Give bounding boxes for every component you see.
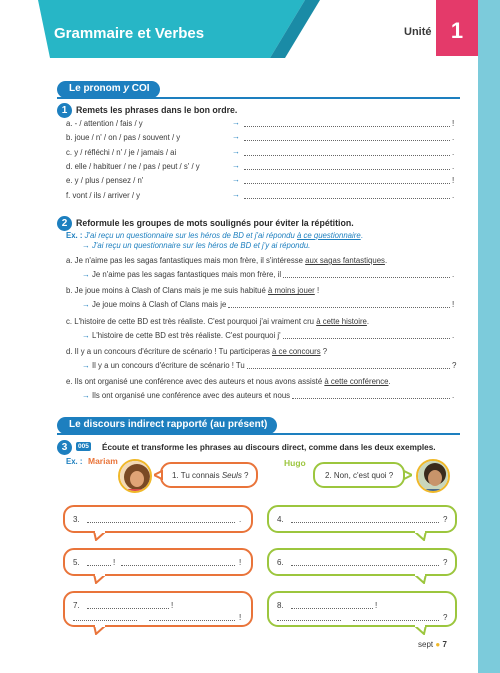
- item-punctuation: .: [388, 377, 391, 387]
- exercise-2-answer-prompt: [82, 391, 290, 400]
- unit-tab: [436, 0, 478, 56]
- answer-line[interactable]: [87, 601, 169, 609]
- bubble-tail: [93, 574, 107, 584]
- bubble-punctuation: !: [239, 558, 242, 567]
- unit-number: 1: [450, 18, 464, 43]
- answer-line[interactable]: [244, 176, 450, 184]
- underlined-phrase: à cette histoire: [316, 316, 367, 326]
- bubble-tail: [413, 574, 427, 584]
- exercise-2-answer-prompt: [82, 331, 281, 340]
- audio-track-icon[interactable]: 005: [78, 443, 89, 450]
- item-text: Il y a un concours d'écriture de scénario ! Tu participeras: [74, 346, 273, 356]
- answer-line[interactable]: [291, 515, 439, 523]
- answer-punctuation: .: [452, 133, 455, 143]
- answer-line[interactable]: [291, 558, 439, 566]
- mariam-avatar: [118, 459, 152, 493]
- bubble-number: 6.: [277, 558, 284, 567]
- answer-bubble[interactable]: [267, 548, 457, 576]
- answer-punctuation: .: [452, 270, 455, 279]
- answer-punctuation: .: [452, 330, 455, 340]
- bubble-number: 7.: [73, 601, 80, 610]
- example-bubble-hugo: [313, 462, 405, 488]
- exercise-3-badge: 3: [57, 440, 72, 455]
- exercise-2-example-line2: → J'ai reçu un questionnaire sur les héros de BD et j'y ai répondu.: [82, 241, 311, 250]
- arrow-icon: →: [232, 189, 240, 199]
- arrow-icon: →: [82, 360, 92, 370]
- answer-line[interactable]: [292, 391, 450, 399]
- answer-line[interactable]: [277, 613, 341, 621]
- bubble-number: 5.: [73, 558, 80, 567]
- exercise-2-answer-prompt: [82, 361, 245, 370]
- bubble-tail: [413, 531, 427, 541]
- answer-punctuation: .: [452, 391, 455, 401]
- arrow-icon: →: [82, 270, 92, 279]
- section-title-discours: Le discours indirect rapporté (au présent): [57, 417, 277, 434]
- answer-punctuation: .: [452, 147, 455, 157]
- exercise-2-example-line1: Ex. : J'ai reçu un questionnaire sur les héros de BD et j'ai répondu à ce questionnaire.: [66, 231, 363, 240]
- bubble-number: 8.: [277, 601, 284, 610]
- exercise-3-example-label: Ex. :: [66, 457, 83, 466]
- arrow-icon: →: [232, 118, 240, 127]
- unite-label: Unité: [404, 26, 432, 38]
- exercise-1-item: c. y / réfléchi / n' / je / jamais / ai: [66, 147, 177, 157]
- item-text: Je joue moins à Clash of Clans mais je me suis habitué: [74, 286, 268, 296]
- item-punctuation: ?: [320, 346, 328, 356]
- section-title-pronom: Le pronom y COI: [57, 81, 160, 98]
- right-color-strip: [478, 0, 500, 673]
- exercise-2-instruction: Reformule les groupes de mots soulignés pour éviter la répétition.: [76, 218, 354, 228]
- exercise-2-item: [66, 256, 387, 265]
- answer-bubble[interactable]: [63, 505, 253, 533]
- bubble-text: 2. Non, c'est quoi ?: [325, 471, 394, 480]
- bubble-text: 1. Tu connais Seuls ?: [172, 471, 249, 480]
- boy-portrait-icon: [418, 461, 450, 493]
- item-letter: b.: [66, 286, 75, 296]
- bubble-punctuation: !: [375, 601, 378, 610]
- exercise-1-item: b. joue / n' / on / pas / souvent / y: [66, 133, 181, 143]
- hugo-avatar: [416, 459, 450, 493]
- exercise-1-instruction: Remets les phrases dans le bon ordre.: [76, 105, 238, 115]
- underlined-phrase: aux sagas fantastiques: [305, 256, 385, 265]
- arrow-icon: →: [82, 300, 92, 310]
- exercise-2-item: [66, 286, 319, 295]
- answer-line[interactable]: [87, 515, 235, 523]
- item-letter: e.: [66, 377, 75, 387]
- exercise-1-item: f. vont / ils / arriver / y: [66, 190, 141, 200]
- page-word: sept: [418, 640, 434, 649]
- item-text: L'histoire de cette BD est très réaliste. C'est pourquoi j'ai vraiment cru: [74, 316, 317, 326]
- answer-line[interactable]: [283, 270, 450, 278]
- answer-line[interactable]: [283, 331, 450, 339]
- exercise-1-badge: 1: [57, 103, 72, 118]
- bubble-tail: [402, 470, 412, 480]
- example-bubble-mariam: [160, 462, 258, 488]
- item-letter: d.: [66, 346, 75, 356]
- answer-line[interactable]: [353, 613, 439, 621]
- answer-line[interactable]: [244, 191, 450, 199]
- underlined-phrase: à cette conférence: [324, 377, 389, 387]
- exercise-2-badge: 2: [57, 216, 72, 231]
- answer-prefix: Il y a un concours d'écriture de scénario ! Tu: [91, 360, 245, 370]
- item-text: Je n'aime pas les sagas fantastiques mais mon frère, il s'intéresse: [74, 256, 306, 265]
- speaker-mariam: Mariam: [88, 456, 118, 466]
- arrow-icon: →: [232, 160, 240, 170]
- exercise-1-item: a. - / attention / fais / y: [66, 119, 143, 128]
- exercise-2-item: [66, 317, 369, 326]
- bubble-tail: [413, 625, 427, 635]
- girl-portrait-icon: [120, 461, 152, 493]
- bubble-punctuation: !: [239, 613, 242, 622]
- arrow-icon: →: [82, 330, 92, 340]
- exercise-3-instruction: Écoute et transforme les phrases au discours direct, comme dans les deux exemples.: [102, 443, 436, 452]
- arrow-icon: →: [232, 132, 240, 142]
- section-divider: [57, 433, 460, 435]
- exercise-1-item: d. elle / habituer / ne / pas / peut / s' / y: [66, 161, 200, 171]
- answer-punctuation: .: [452, 190, 455, 200]
- answer-punctuation: !: [452, 119, 455, 128]
- bubble-punctuation: ?: [443, 613, 448, 622]
- arrow-icon: →: [82, 241, 92, 250]
- exercise-2-item: [66, 347, 327, 356]
- section-divider: [57, 97, 460, 99]
- example-label: Ex. :: [66, 231, 83, 240]
- answer-prefix: Ils ont organisé une conférence avec des auteurs et nous: [91, 391, 291, 401]
- bubble-punctuation: !: [171, 601, 174, 610]
- item-text: Ils ont organisé une conférence avec des auteurs et nous avons assisté: [74, 377, 325, 387]
- answer-prefix: L'histoire de cette BD est très réaliste. C'est pourquoi j': [91, 330, 281, 340]
- bubble-punctuation: .: [239, 515, 242, 524]
- bubble-tail: [154, 470, 164, 480]
- bubble-tail: [93, 625, 107, 635]
- bubble-punctuation: !: [113, 558, 116, 567]
- answer-prefix: Je joue moins à Clash of Clans mais je: [91, 300, 227, 310]
- page-footer: [418, 640, 447, 649]
- underlined-phrase: à ce concours: [272, 346, 321, 356]
- arrow-icon: →: [232, 175, 240, 185]
- bubble-number: 4.: [277, 515, 284, 524]
- bubble-punctuation: ?: [443, 558, 448, 567]
- arrow-icon: →: [232, 146, 240, 156]
- answer-line[interactable]: [149, 613, 235, 621]
- item-punctuation: .: [366, 316, 370, 326]
- answer-punctuation: !: [452, 300, 455, 310]
- answer-line[interactable]: [121, 558, 235, 566]
- item-letter: a.: [66, 256, 75, 265]
- exercise-2-answer-prompt: [82, 300, 226, 309]
- item-punctuation: .: [384, 256, 388, 265]
- answer-bubble[interactable]: [63, 591, 253, 627]
- bubble-number: 3.: [73, 515, 80, 524]
- exercise-2-answer-prompt: [82, 270, 281, 279]
- page-number: 7: [442, 640, 447, 649]
- answer-line[interactable]: [228, 300, 450, 308]
- bubble-tail: [93, 531, 107, 541]
- answer-line[interactable]: [244, 119, 450, 127]
- arrow-icon: →: [82, 391, 92, 401]
- answer-bubble[interactable]: [63, 548, 253, 576]
- answer-line[interactable]: [73, 613, 137, 621]
- star-icon: ●: [435, 640, 441, 649]
- answer-punctuation: .: [452, 161, 455, 171]
- exercise-2-item: [66, 377, 391, 386]
- page-title: Grammaire et Verbes: [54, 25, 205, 42]
- answer-line[interactable]: [244, 148, 450, 156]
- underlined-phrase: à moins jouer: [267, 286, 315, 296]
- speaker-hugo: Hugo: [284, 458, 306, 468]
- item-punctuation: !: [314, 286, 320, 296]
- bubble-punctuation: ?: [443, 515, 448, 524]
- answer-line[interactable]: [244, 162, 450, 170]
- answer-punctuation: !: [452, 176, 455, 186]
- answer-line[interactable]: [244, 133, 450, 141]
- answer-bubble[interactable]: [267, 505, 457, 533]
- answer-line[interactable]: [247, 361, 450, 369]
- item-letter: c.: [66, 316, 75, 326]
- answer-punctuation: ?: [452, 360, 457, 370]
- header-band: [0, 0, 320, 58]
- answer-line[interactable]: [87, 558, 111, 566]
- exercise-1-item: e. y / plus / pensez / n': [66, 176, 144, 186]
- answer-prefix: Je n'aime pas les sagas fantastiques mais mon frère, il: [91, 270, 282, 279]
- answer-bubble[interactable]: [267, 591, 457, 627]
- answer-line[interactable]: [291, 601, 373, 609]
